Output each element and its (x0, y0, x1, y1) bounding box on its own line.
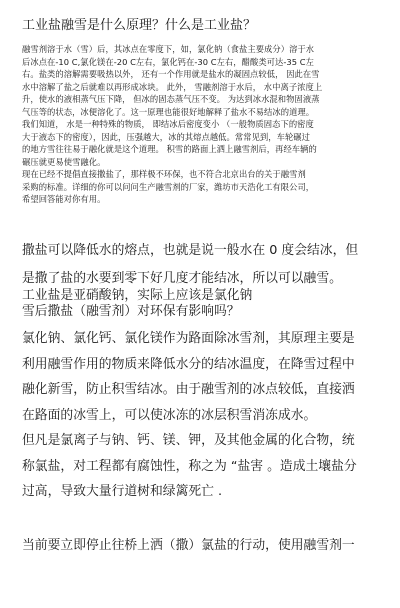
text-line: 利用融雪作用的物质来降低水分的结冰温度，在降雪过程中 (22, 356, 355, 372)
question-heading (22, 288, 382, 320)
text-line: 称氯盐，对工程都有腐蚀性，称之为 “盐害 。造成土壤盐分 (22, 458, 357, 474)
text-line: 氯化钠、氯化钙、氯化镁作为路面除冰雪剂，其原理主要是 (22, 331, 355, 346)
text-line: 我们知道， 水是一种特殊的物质， 即结冰后密度变小 （一般物质固态下的密度 (22, 119, 314, 129)
text-line: 工业盐是亚硝酸钠，实际上应该是氯化钠 (22, 288, 253, 303)
text-line: 大于液态下的密度），因此，压强越大，冰的其熔点越低。常常见到，车轮碾过 (22, 131, 310, 142)
text-line: 气压等的状态，冰便溶化了。这一原理也能很好地解释了盐水不易结冰的道理。 (22, 106, 315, 117)
text-line: 是撒了盐的水要到零下好几度才能结冰，所以可以融雪。 (22, 271, 342, 286)
closing-paragraph (22, 538, 382, 554)
text-line: 融雪剂溶于水（雪）后，其冰点在零度下，如，氯化钠（食盐主要成分）溶于水 (22, 44, 315, 54)
text-line: 水中溶解了盐之后就难以再形成冰块。 此外， 雪融剂溶于水后， 水中离子浓度上 (22, 81, 323, 92)
text-line: 采购的标准。详细的你可以问问生产融雪剂的厂家，潍坊市天浩化工有限公司， (22, 181, 315, 192)
text-line: 右。盐类的溶解需要吸热以外， 还有一个作用就是盐水的凝固点较低， 因此在雪 (22, 69, 320, 79)
text-line: 过高，导致大量行道树和绿篱死亡 . (22, 484, 223, 499)
text-line: 希望回答能对你有用。 (22, 194, 106, 204)
text-line: 撒盐可以降低水的熔点，也就是说一般水在 0 度会结冰，但 (22, 243, 359, 258)
text-line: 的地方雪往往易于融化就是这个道理。 积雪的路面上洒上融雪剂后，再经车辆的 (22, 144, 317, 154)
text-line: 但凡是氯离子与钠、钙、镁、钾，及其他金属的化合物，统 (22, 433, 355, 448)
text-line: 后冰点在-10 C,氯化镁在-20 C左右，氯化钙在-30 C左右，醋酸类可达-35 C左 (22, 56, 314, 67)
explanation-paragraph (22, 43, 380, 206)
text-line: 碾压就更易使雪融化。 (22, 156, 106, 167)
text-line: 现在已经不提倡直接撒盐了，那样极不环保，也不符合北京出台的关于融雪剂 (22, 169, 306, 179)
text-line: 雪后撒盐（融雪剂）对环保有影响吗？ (22, 304, 240, 319)
page-title: 工业盐融雪是什么原理？什么是工业盐？ (22, 18, 257, 33)
salt-melting-paragraph (22, 237, 382, 293)
text-line: 升，使水的液相蒸气压下降， 但冰的固态蒸气压不变。 为达到冰水混和物固液蒸 (22, 94, 320, 104)
text-line: 当前要立即停止往桥上洒（撒）氯盐的行动，使用融雪剂一 (22, 538, 355, 553)
answer-paragraph (22, 326, 382, 505)
text-line: 融化新雪，防止积雪结冰。由于融雪剂的冰点较低，直接洒 (22, 382, 355, 397)
text-line: 在路面的冰雪上，可以使冰冻的冰层积雪消冻成水。 (22, 407, 317, 423)
